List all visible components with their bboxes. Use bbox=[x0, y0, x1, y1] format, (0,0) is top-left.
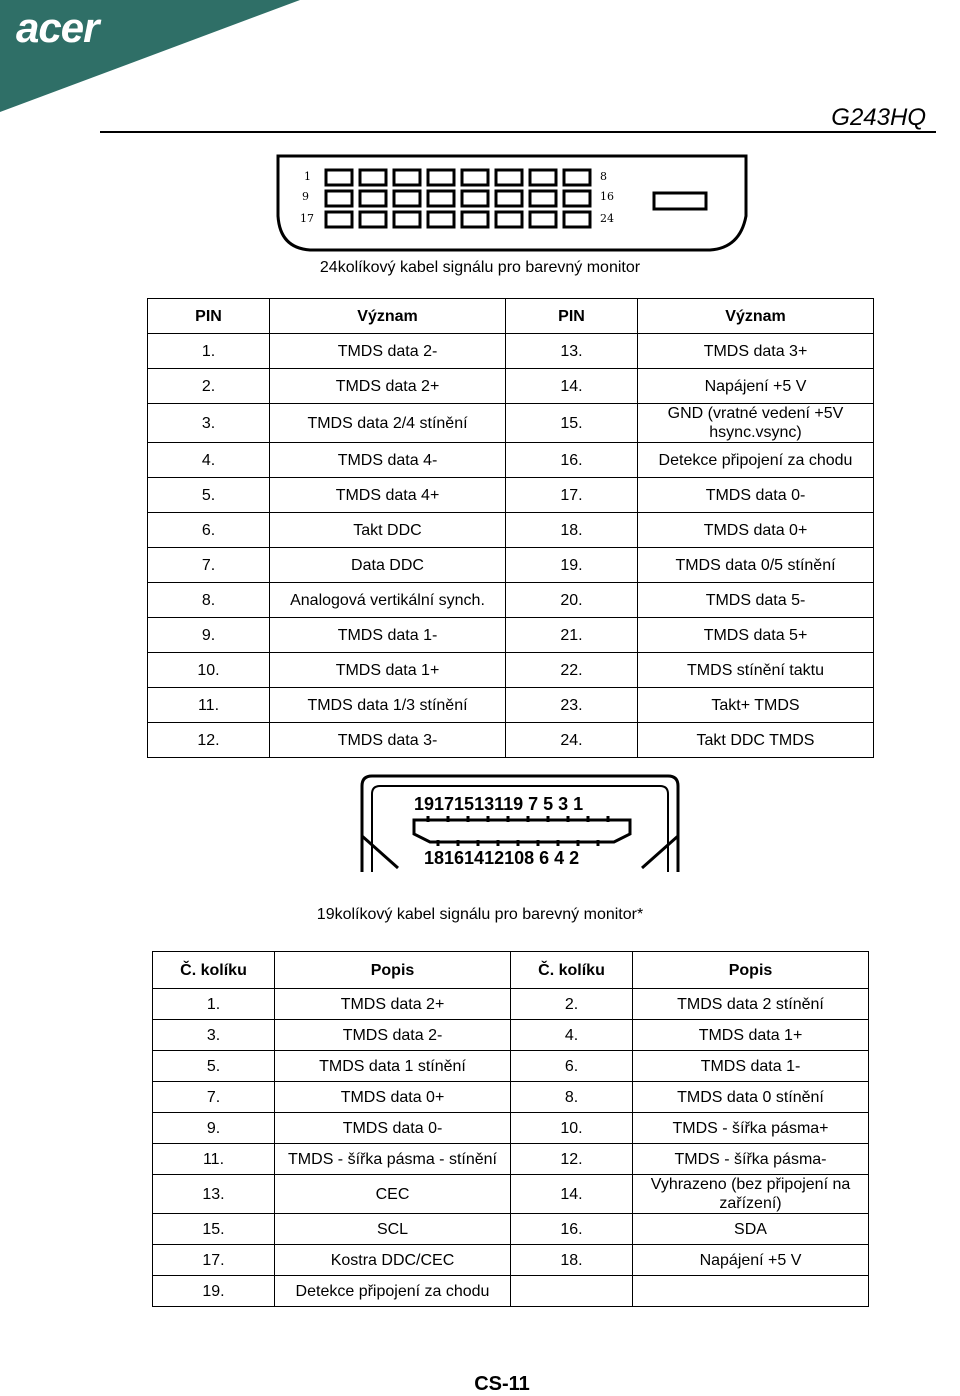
pin-description-cell: TMDS data 2- bbox=[270, 334, 506, 369]
pin-number-cell: 9. bbox=[153, 1113, 275, 1144]
pin-number-cell: 22. bbox=[506, 653, 638, 688]
pin-description-cell: Detekce připojení za chodu bbox=[638, 443, 874, 478]
dvi-label-24: 24 bbox=[600, 212, 614, 225]
pin-description-cell: SCL bbox=[275, 1214, 511, 1245]
dvi-label-8: 8 bbox=[600, 170, 607, 183]
pin-description-cell: TMDS data 4+ bbox=[270, 478, 506, 513]
hdmi-caption: 19kolíkový kabel signálu pro barevný monitor* bbox=[316, 906, 644, 923]
pin-description-cell: TMDS data 4- bbox=[270, 443, 506, 478]
dvi-label-1: 1 bbox=[304, 170, 311, 183]
pin-description-cell: TMDS data 2+ bbox=[270, 369, 506, 404]
pin-number-cell: 3. bbox=[148, 404, 270, 443]
pin-number-cell: 15. bbox=[153, 1214, 275, 1245]
pin-number-cell: 2. bbox=[148, 369, 270, 404]
pin-description-cell: Napájení +5 V bbox=[638, 369, 874, 404]
dvi-pin bbox=[530, 170, 556, 185]
pin-number-cell: 6. bbox=[511, 1051, 633, 1082]
table-row bbox=[148, 618, 874, 653]
header-pin: PIN bbox=[148, 299, 270, 334]
table-row bbox=[148, 688, 874, 723]
pin-description-cell: CEC bbox=[275, 1175, 511, 1214]
hdmi-connector-diagram bbox=[358, 772, 682, 874]
pin-description-cell: TMDS data 1 stínění bbox=[275, 1051, 511, 1082]
pin-description-cell: Kostra DDC/CEC bbox=[275, 1245, 511, 1276]
dvi-pin bbox=[428, 170, 454, 185]
pin-description-cell: Analogová vertikální synch. bbox=[270, 583, 506, 618]
dvi-pin bbox=[428, 212, 454, 227]
dvi-pin bbox=[360, 212, 386, 227]
header-pin-number: Č. kolíku bbox=[511, 952, 633, 989]
pin-number-cell: 9. bbox=[148, 618, 270, 653]
pin-number-cell: 12. bbox=[148, 723, 270, 758]
table-row bbox=[153, 1113, 869, 1144]
pin-description-cell: TMDS data 0- bbox=[638, 478, 874, 513]
pin-description-cell: Takt DDC bbox=[270, 513, 506, 548]
table-row bbox=[148, 653, 874, 688]
page-number: CS-11 bbox=[474, 1373, 530, 1395]
pin-description-cell: Takt DDC TMDS bbox=[638, 723, 874, 758]
table-row bbox=[148, 334, 874, 369]
header-meaning: Význam bbox=[638, 299, 874, 334]
pin-description-cell: TMDS data 1/3 stínění bbox=[270, 688, 506, 723]
pin-description-cell: TMDS data 5- bbox=[638, 583, 874, 618]
pin-description-cell: TMDS data 0+ bbox=[638, 513, 874, 548]
pin-description-cell: TMDS data 2+ bbox=[275, 989, 511, 1020]
pin-number-cell: 8. bbox=[511, 1082, 633, 1113]
pin-number-cell: 4. bbox=[511, 1020, 633, 1051]
header-pin: PIN bbox=[506, 299, 638, 334]
pin-description-cell: TMDS data 1+ bbox=[633, 1020, 869, 1051]
dvi-pin bbox=[394, 191, 420, 206]
pin-description-cell: TMDS data 0/5 stínění bbox=[638, 548, 874, 583]
table-row bbox=[148, 369, 874, 404]
pin-description-cell: TMDS data 1- bbox=[270, 618, 506, 653]
table-row bbox=[153, 1175, 869, 1214]
pin-number-cell: 4. bbox=[148, 443, 270, 478]
table-row bbox=[153, 989, 869, 1020]
pin-number-cell: 16. bbox=[511, 1214, 633, 1245]
pin-description-cell: TMDS data 0- bbox=[275, 1113, 511, 1144]
dvi-pin bbox=[462, 170, 488, 185]
pin-number-cell: 14. bbox=[511, 1175, 633, 1214]
pin-description-cell: Detekce připojení za chodu bbox=[275, 1276, 511, 1307]
pin-number-cell: 5. bbox=[148, 478, 270, 513]
table-row bbox=[148, 404, 874, 443]
dvi-label-17: 17 bbox=[300, 212, 314, 225]
pin-number-cell: 14. bbox=[506, 369, 638, 404]
pin-number-cell: 20. bbox=[506, 583, 638, 618]
dvi-pin bbox=[530, 212, 556, 227]
pin-number-cell bbox=[511, 1276, 633, 1307]
dvi-pin bbox=[428, 191, 454, 206]
pin-number-cell: 3. bbox=[153, 1020, 275, 1051]
pin-description-cell: TMDS - šířka pásma+ bbox=[633, 1113, 869, 1144]
hdmi-bottom-numbers: 18161412108 6 4 2 bbox=[424, 848, 580, 868]
dvi-pin bbox=[462, 212, 488, 227]
header-description: Popis bbox=[633, 952, 869, 989]
pin-description-cell: SDA bbox=[633, 1214, 869, 1245]
pin-description-cell: TMDS data 1+ bbox=[270, 653, 506, 688]
header-divider bbox=[100, 131, 936, 133]
table-row bbox=[148, 513, 874, 548]
pin-description-cell: Napájení +5 V bbox=[633, 1245, 869, 1276]
pin-number-cell: 13. bbox=[153, 1175, 275, 1214]
pin-number-cell: 24. bbox=[506, 723, 638, 758]
header-description: Popis bbox=[275, 952, 511, 989]
dvi-caption: 24kolíkový kabel signálu pro barevný monitor bbox=[319, 259, 641, 276]
dvi-label-16: 16 bbox=[600, 190, 614, 203]
dvi-pin bbox=[496, 170, 522, 185]
dvi-pin bbox=[326, 170, 352, 185]
table-row bbox=[148, 723, 874, 758]
header-pin-number: Č. kolíku bbox=[153, 952, 275, 989]
pin-description-cell: TMDS data 0+ bbox=[275, 1082, 511, 1113]
table-row bbox=[153, 1245, 869, 1276]
pin-number-cell: 15. bbox=[506, 404, 638, 443]
pin-number-cell: 11. bbox=[148, 688, 270, 723]
pin-description-cell: TMDS data 3- bbox=[270, 723, 506, 758]
dvi-pin bbox=[462, 191, 488, 206]
table-row bbox=[148, 443, 874, 478]
pin-number-cell: 16. bbox=[506, 443, 638, 478]
pin-number-cell: 12. bbox=[511, 1144, 633, 1175]
dvi-pin bbox=[326, 212, 352, 227]
pin-description-cell: TMDS - šířka pásma - stínění bbox=[275, 1144, 511, 1175]
table-row bbox=[153, 1144, 869, 1175]
table-row bbox=[153, 1082, 869, 1113]
pin-number-cell: 10. bbox=[511, 1113, 633, 1144]
table-row bbox=[153, 1214, 869, 1245]
pin-description-cell: TMDS data 2- bbox=[275, 1020, 511, 1051]
pin-description-cell: TMDS data 5+ bbox=[638, 618, 874, 653]
dvi-pin bbox=[360, 170, 386, 185]
pin-number-cell: 23. bbox=[506, 688, 638, 723]
dvi-connector-diagram bbox=[270, 146, 754, 258]
pin-number-cell: 1. bbox=[148, 334, 270, 369]
table-row bbox=[148, 478, 874, 513]
pin-description-cell bbox=[633, 1276, 869, 1307]
pin-number-cell: 2. bbox=[511, 989, 633, 1020]
dvi-pin bbox=[564, 191, 590, 206]
dvi-pin bbox=[496, 191, 522, 206]
pin-number-cell: 10. bbox=[148, 653, 270, 688]
header-meaning: Význam bbox=[270, 299, 506, 334]
pin-number-cell: 11. bbox=[153, 1144, 275, 1175]
pin-number-cell: 7. bbox=[148, 548, 270, 583]
pin-description-cell: TMDS stínění taktu bbox=[638, 653, 874, 688]
pin-description-cell: TMDS data 2 stínění bbox=[633, 989, 869, 1020]
hdmi-top-numbers: 19171513119 7 5 3 1 bbox=[414, 794, 584, 814]
pin-description-cell: TMDS data 0 stínění bbox=[633, 1082, 869, 1113]
model-name: G243HQ bbox=[831, 104, 926, 131]
pin-description-cell: Data DDC bbox=[270, 548, 506, 583]
table-row bbox=[148, 583, 874, 618]
pin-description-cell: TMDS data 2/4 stínění bbox=[270, 404, 506, 443]
pin-description-cell: TMDS - šířka pásma- bbox=[633, 1144, 869, 1175]
dvi-pin bbox=[360, 191, 386, 206]
pin-number-cell: 19. bbox=[153, 1276, 275, 1307]
dvi-pin bbox=[394, 170, 420, 185]
pin-number-cell: 17. bbox=[506, 478, 638, 513]
dvi-pin-table bbox=[147, 298, 874, 758]
pin-number-cell: 17. bbox=[153, 1245, 275, 1276]
table-row bbox=[148, 548, 874, 583]
pin-description-cell: TMDS data 3+ bbox=[638, 334, 874, 369]
table-row bbox=[153, 1020, 869, 1051]
dvi-pin bbox=[496, 212, 522, 227]
pin-number-cell: 19. bbox=[506, 548, 638, 583]
pin-number-cell: 1. bbox=[153, 989, 275, 1020]
dvi-blade-slot bbox=[654, 193, 706, 209]
pin-number-cell: 6. bbox=[148, 513, 270, 548]
pin-number-cell: 7. bbox=[153, 1082, 275, 1113]
dvi-pin bbox=[564, 212, 590, 227]
pin-number-cell: 8. bbox=[148, 583, 270, 618]
dvi-pin bbox=[394, 212, 420, 227]
pin-number-cell: 18. bbox=[511, 1245, 633, 1276]
pin-description-cell: Takt+ TMDS bbox=[638, 688, 874, 723]
table-row bbox=[153, 1276, 869, 1307]
dvi-label-9: 9 bbox=[302, 190, 309, 203]
dvi-pin bbox=[326, 191, 352, 206]
hdmi-pin-table bbox=[152, 951, 869, 1307]
dvi-pin bbox=[564, 170, 590, 185]
pin-number-cell: 5. bbox=[153, 1051, 275, 1082]
pin-number-cell: 21. bbox=[506, 618, 638, 653]
table-header-row bbox=[153, 952, 869, 989]
table-header-row bbox=[148, 299, 874, 334]
pin-description-cell: Vyhrazeno (bez připojení na zařízení) bbox=[633, 1175, 869, 1214]
pin-description-cell: GND (vratné vedení +5V hsync.vsync) bbox=[638, 404, 874, 443]
acer-logo: acer bbox=[16, 4, 99, 51]
dvi-pin bbox=[530, 191, 556, 206]
pin-description-cell: TMDS data 1- bbox=[633, 1051, 869, 1082]
pin-number-cell: 18. bbox=[506, 513, 638, 548]
table-row bbox=[153, 1051, 869, 1082]
pin-number-cell: 13. bbox=[506, 334, 638, 369]
